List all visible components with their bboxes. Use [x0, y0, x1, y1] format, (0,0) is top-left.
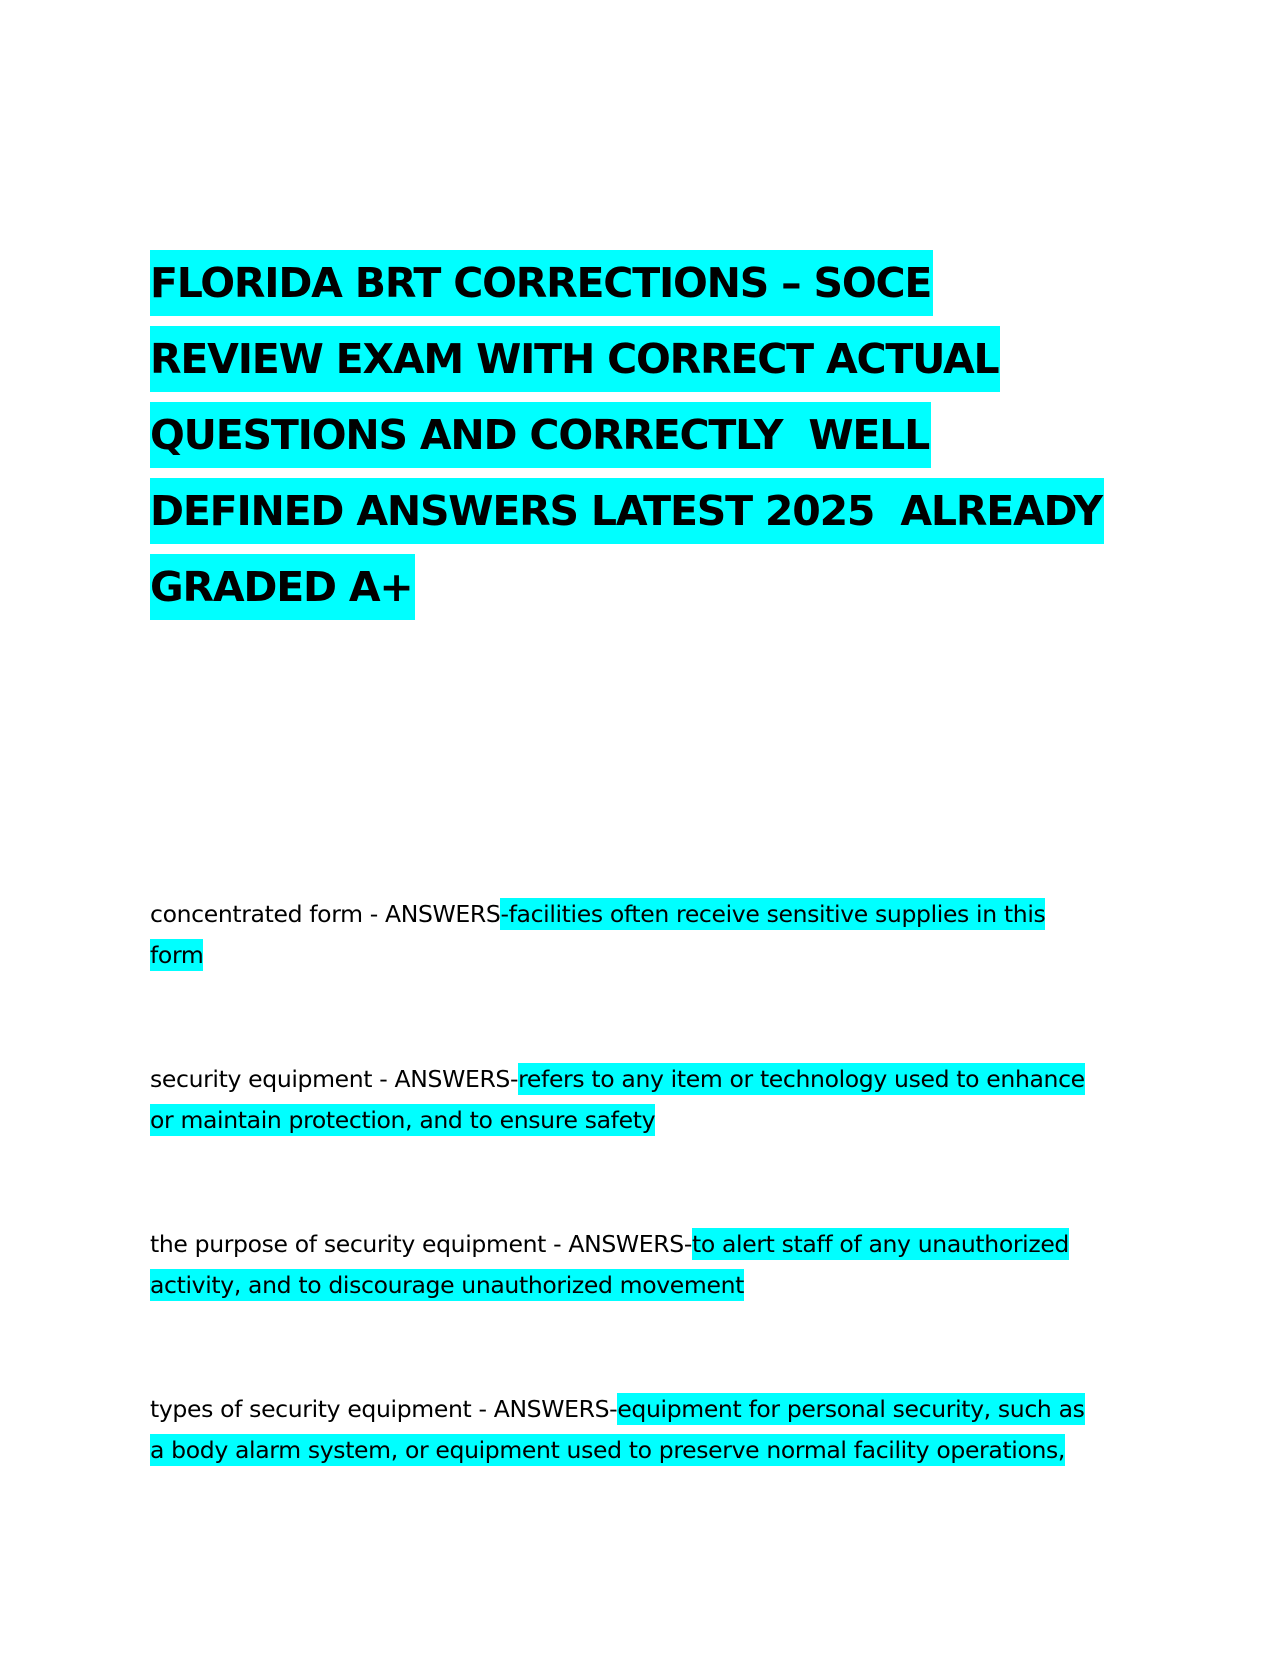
- qa-answer: activity, and to discourage unauthorized movement: [150, 1271, 744, 1299]
- qa-line: [150, 1432, 1130, 1473]
- qa-line: [150, 1061, 1130, 1102]
- qa-answer: or maintain protection, and to ensure safety: [150, 1106, 656, 1134]
- title-line: [150, 402, 1140, 478]
- qa-list: [150, 896, 1130, 1556]
- qa-entry: [150, 1391, 1130, 1556]
- qa-answer: to alert staff of any unauthorized: [691, 1230, 1070, 1258]
- qa-answer: a body alarm system, or equipment used to preserve normal facility operations,: [150, 1436, 1066, 1464]
- title-line-text: DEFINED ANSWERS LATEST 2025 ALREADY: [150, 478, 1104, 544]
- qa-term: concentrated form - ANSWERS: [150, 900, 501, 928]
- qa-line: [150, 896, 1130, 937]
- qa-entry: [150, 896, 1130, 1061]
- title-line: [150, 478, 1140, 554]
- qa-answer: -facilities often receive sensitive supplies in this: [500, 900, 1046, 928]
- qa-line: [150, 1267, 1130, 1308]
- qa-line: [150, 1226, 1130, 1267]
- qa-answer: equipment for personal security, such as: [617, 1395, 1085, 1423]
- qa-term: security equipment - ANSWERS-: [150, 1065, 519, 1093]
- document-title: [150, 250, 1140, 630]
- title-line: [150, 250, 1140, 326]
- qa-answer: form: [150, 941, 204, 969]
- qa-line: [150, 1102, 1130, 1143]
- title-line-text: FLORIDA BRT CORRECTIONS – SOCE: [150, 250, 933, 316]
- qa-line: [150, 937, 1130, 978]
- qa-term: the purpose of security equipment - ANSWERS-: [150, 1230, 692, 1258]
- title-line-text: GRADED A+: [150, 554, 415, 620]
- qa-line: [150, 1391, 1130, 1432]
- qa-answer: refers to any item or technology used to enhance: [518, 1065, 1085, 1093]
- title-line-text: QUESTIONS AND CORRECTLY WELL: [150, 402, 931, 468]
- title-line: [150, 326, 1140, 402]
- title-line: [150, 554, 1140, 630]
- title-line-text: REVIEW EXAM WITH CORRECT ACTUAL: [150, 326, 1000, 392]
- qa-entry: [150, 1061, 1130, 1226]
- qa-entry: [150, 1226, 1130, 1391]
- qa-term: types of security equipment - ANSWERS-: [150, 1395, 618, 1423]
